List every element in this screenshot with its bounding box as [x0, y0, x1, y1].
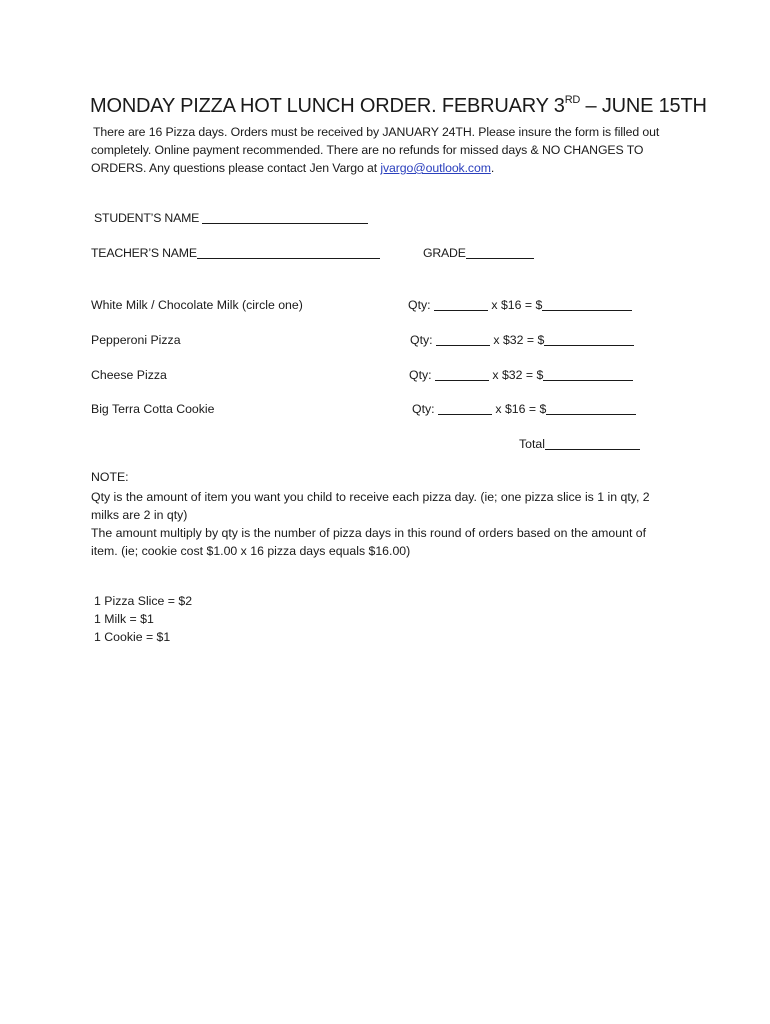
teacher-name-blank[interactable]: [197, 246, 380, 259]
price-cookie: 1 Cookie = $1: [94, 630, 171, 644]
item-label-cheese: Cheese Pizza: [91, 368, 167, 382]
qty-blank-cheese[interactable]: [435, 368, 489, 381]
teacher-name-label: TEACHER’S NAME: [91, 246, 197, 260]
total-blank[interactable]: [545, 437, 640, 450]
qty-blank-milk[interactable]: [434, 298, 488, 311]
qty-blank-cookie[interactable]: [438, 402, 492, 415]
item-label-milk: White Milk / Chocolate Milk (circle one): [91, 298, 303, 312]
note-line-4: item. (ie; cookie cost $1.00 x 16 pizza days equals $16.00): [91, 544, 411, 558]
note-heading: NOTE:: [91, 470, 129, 484]
grade-field: [423, 246, 534, 260]
note-line-1: Qty is the amount of item you want you child to receive each pizza day. (ie; one pizza slice is 1 in qty, 2: [91, 490, 650, 504]
page-title: MONDAY PIZZA HOT LUNCH ORDER. FEBRUARY 3RD – JUNE 15TH: [90, 94, 707, 117]
amount-blank-cheese[interactable]: [543, 368, 633, 381]
intro-paragraph: [91, 123, 691, 177]
grade-blank[interactable]: [466, 246, 534, 259]
student-name-field: [94, 211, 368, 225]
amount-blank-milk[interactable]: [542, 298, 632, 311]
item-label-pepperoni: Pepperoni Pizza: [91, 333, 181, 347]
contact-email-link[interactable]: jvargo@outlook.com: [380, 161, 491, 175]
note-line-3: The amount multiply by qty is the number of pizza days in this round of orders based on the amount of: [91, 526, 647, 540]
item-qty-cheese: Qty: x $32 = $: [409, 368, 633, 382]
total-label: Total: [519, 437, 545, 451]
amount-blank-pepperoni[interactable]: [544, 333, 634, 346]
amount-blank-cookie[interactable]: [546, 402, 636, 415]
price-pizza-slice: 1 Pizza Slice = $2: [94, 594, 193, 608]
title-superscript: RD: [564, 94, 581, 106]
price-milk: 1 Milk = $1: [94, 612, 154, 626]
item-qty-milk: Qty: x $16 = $: [408, 298, 632, 312]
student-name-blank[interactable]: [202, 211, 368, 224]
grade-label: GRADE: [423, 246, 466, 260]
student-name-label: STUDENT’S NAME: [94, 211, 200, 225]
intro-line-1: There are 16 Pizza days. Orders must be received by JANUARY 24TH. Please insure the form is filled out: [93, 125, 660, 139]
price-list: [94, 592, 192, 646]
item-label-cookie: Big Terra Cotta Cookie: [91, 402, 215, 416]
total-field: [519, 437, 640, 451]
item-qty-pepperoni: Qty: x $32 = $: [410, 333, 634, 347]
note-body: [91, 488, 681, 560]
intro-line-3: ORDERS. Any questions please contact Jen Vargo at jvargo@outlook.com.: [91, 161, 495, 175]
item-qty-cookie: Qty: x $16 = $: [412, 402, 636, 416]
note-line-2: milks are 2 in qty): [91, 508, 188, 522]
intro-line-2: completely. Online payment recommended. There are no refunds for missed days & NO CHANGES TO: [91, 143, 644, 157]
qty-blank-pepperoni[interactable]: [436, 333, 490, 346]
teacher-name-field: [91, 246, 380, 260]
